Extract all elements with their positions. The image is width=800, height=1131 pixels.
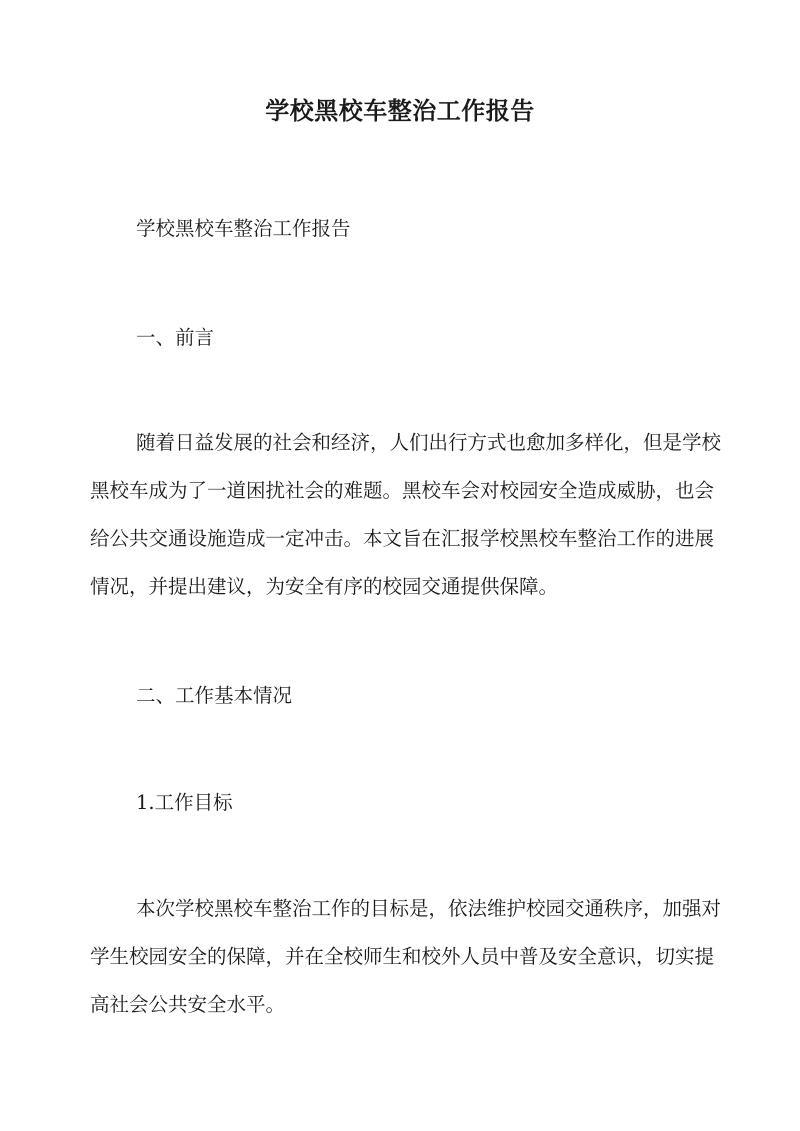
paragraph-line: 本次学校黑校车整治工作的目标是，依法维护校园交通秩序，加强对 (136, 897, 722, 920)
paragraph-line: 高社会公共安全水平。 (90, 993, 286, 1016)
paragraph-line: 学生校园安全的保障，并在全校师生和校外人员中普及安全意识，切实提 (90, 945, 715, 968)
work-goal-paragraph (90, 896, 722, 1040)
paragraph-line: 黑校车成为了一道困扰社会的难题。黑校车会对校园安全造成威胁，也会 (90, 479, 715, 502)
paragraph-line: 情况，并提出建议，为安全有序的校园交通提供保障。 (90, 575, 559, 598)
document-title: 学校黑校车整治工作报告 (265, 96, 535, 125)
subsection-heading-work-goal: 1.工作目标 (136, 791, 233, 814)
preface-paragraph (90, 430, 722, 622)
document-subtitle: 学校黑校车整治工作报告 (136, 217, 351, 240)
section-heading-work-overview: 二、工作基本情况 (136, 684, 293, 707)
paragraph-line: 随着日益发展的社会和经济，人们出行方式也愈加多样化，但是学校 (136, 431, 722, 454)
section-heading-preface: 一、前言 (136, 326, 215, 349)
paragraph-line: 给公共交通设施造成一定冲击。本文旨在汇报学校黑校车整治工作的进展 (90, 527, 715, 550)
